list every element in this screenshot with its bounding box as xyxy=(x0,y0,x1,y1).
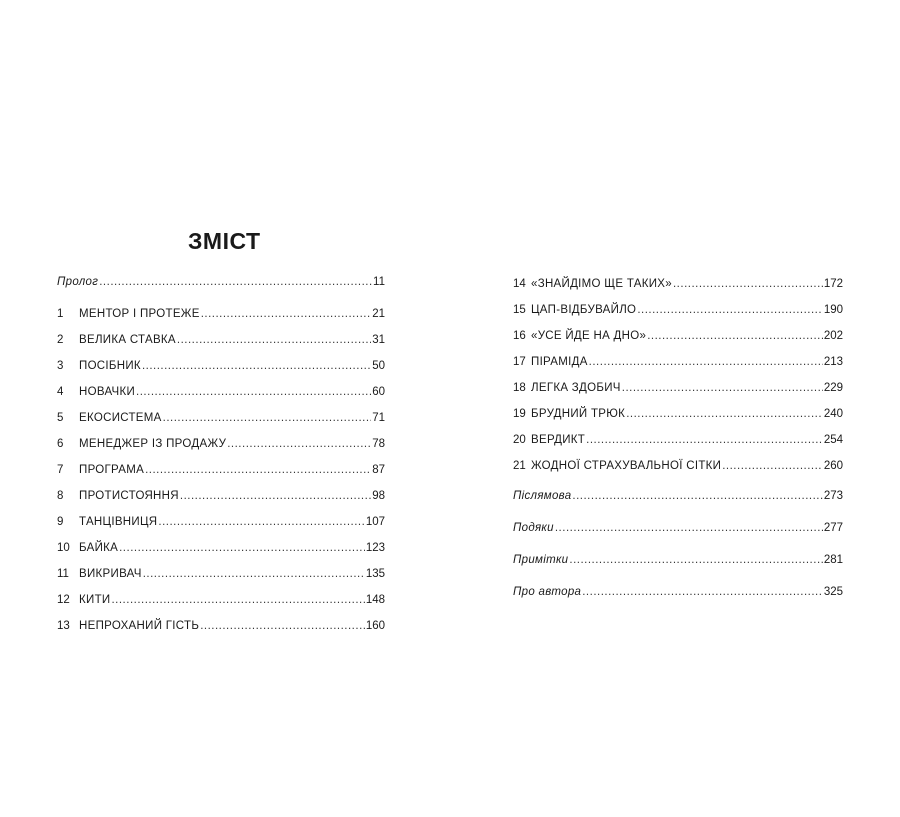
toc-chapter-title: НЕПРОХАНИЙ ГІСТЬ xyxy=(79,620,200,632)
toc-chapter-title: МЕНЕДЖЕР ІЗ ПРОДАЖУ xyxy=(79,438,227,450)
toc-page-number: 60 xyxy=(372,386,385,398)
toc-page-number: 21 xyxy=(372,308,385,320)
toc-page-number: 172 xyxy=(823,278,843,290)
toc-page-number: 281 xyxy=(823,554,843,566)
toc-chapter-number: 7 xyxy=(57,464,64,476)
toc-entry xyxy=(513,520,843,536)
toc-dot-leader xyxy=(722,458,823,474)
toc-chapter-title: ТАНЦІВНИЦЯ xyxy=(79,516,158,528)
toc-entry xyxy=(57,306,385,322)
toc-chapter-title: ЛЕГКА ЗДОБИЧ xyxy=(531,382,621,394)
toc-dot-leader xyxy=(143,566,365,582)
toc-entry xyxy=(513,584,843,600)
toc-entry xyxy=(57,274,385,290)
toc-dot-leader xyxy=(200,618,365,634)
toc-chapter-title: Подяки xyxy=(513,522,554,534)
toc-dot-leader xyxy=(569,552,822,568)
toc-chapter-number: 2 xyxy=(57,334,64,346)
toc-chapter-title: «ЗНАЙДІМО ЩЕ ТАКИХ» xyxy=(531,278,672,290)
toc-dot-leader xyxy=(99,274,372,290)
toc-entry xyxy=(513,380,843,396)
toc-entry xyxy=(57,540,385,556)
toc-entry xyxy=(513,552,843,568)
toc-entry xyxy=(513,302,843,318)
toc-chapter-title: ЖОДНОЇ СТРАХУВАЛЬНОЇ СІТКИ xyxy=(531,460,722,472)
toc-dot-leader xyxy=(119,540,365,556)
toc-chapter-title: ПРОГРАМА xyxy=(79,464,145,476)
toc-entry xyxy=(57,436,385,452)
toc-page-number: 123 xyxy=(365,542,385,554)
toc-chapter-number: 3 xyxy=(57,360,64,372)
toc-chapter-number: 6 xyxy=(57,438,64,450)
toc-page-number: 148 xyxy=(365,594,385,606)
toc-dot-leader xyxy=(227,436,371,452)
page-title: ЗМІСТ xyxy=(188,228,261,254)
toc-entry xyxy=(57,462,385,478)
toc-dot-leader xyxy=(201,306,372,322)
toc-dot-leader xyxy=(111,592,364,608)
toc-page-number: 277 xyxy=(823,522,843,534)
toc-dot-leader xyxy=(647,328,823,344)
toc-chapter-number: 8 xyxy=(57,490,64,502)
toc-chapter-title: Примітки xyxy=(513,554,569,566)
toc-entry xyxy=(57,566,385,582)
toc-chapter-number: 20 xyxy=(513,434,526,446)
toc-chapter-number: 1 xyxy=(57,308,64,320)
toc-dot-leader xyxy=(637,302,823,318)
toc-chapter-title: ЕКОСИСТЕМА xyxy=(79,412,162,424)
toc-entry xyxy=(57,410,385,426)
toc-page-number: 213 xyxy=(823,356,843,368)
toc-chapter-title: Післямова xyxy=(513,490,572,502)
toc-page-number: 11 xyxy=(373,276,385,288)
toc-page-number: 240 xyxy=(823,408,843,420)
toc-page-number: 273 xyxy=(823,490,843,502)
toc-dot-leader xyxy=(555,520,823,536)
toc-chapter-title: КИТИ xyxy=(79,594,111,606)
toc-dot-leader xyxy=(163,410,372,426)
toc-page-number: 260 xyxy=(823,460,843,472)
toc-entry xyxy=(57,592,385,608)
toc-dot-leader xyxy=(136,384,371,400)
toc-entry xyxy=(57,384,385,400)
toc-dot-leader xyxy=(145,462,371,478)
toc-entry xyxy=(513,354,843,370)
toc-chapter-number: 17 xyxy=(513,356,526,368)
toc-dot-leader xyxy=(582,584,823,600)
toc-chapter-title: БАЙКА xyxy=(79,542,119,554)
toc-page-number: 190 xyxy=(823,304,843,316)
toc-chapter-title: ПІРАМІДА xyxy=(531,356,588,368)
toc-dot-leader xyxy=(673,276,823,292)
toc-entry xyxy=(57,514,385,530)
toc-chapter-title: ВИКРИВАЧ xyxy=(79,568,142,580)
toc-dot-leader xyxy=(622,380,823,396)
toc-page-number: 31 xyxy=(372,334,385,346)
toc-entry xyxy=(57,332,385,348)
toc-chapter-number: 15 xyxy=(513,304,526,316)
toc-chapter-title: НОВАЧКИ xyxy=(79,386,136,398)
toc-chapter-title: ВЕРДИКТ xyxy=(531,434,586,446)
toc-page-number: 78 xyxy=(372,438,385,450)
toc-dot-leader xyxy=(180,488,371,504)
toc-dot-leader xyxy=(142,358,371,374)
toc-entry xyxy=(57,618,385,634)
toc-page-number: 71 xyxy=(372,412,385,424)
toc-page-number: 135 xyxy=(365,568,385,580)
toc-chapter-title: ПРОТИСТОЯННЯ xyxy=(79,490,179,502)
toc-entry xyxy=(513,458,843,474)
toc-chapter-number: 5 xyxy=(57,412,64,424)
toc-entry xyxy=(513,406,843,422)
toc-entry xyxy=(513,432,843,448)
toc-chapter-number: 13 xyxy=(57,620,70,632)
toc-chapter-number: 14 xyxy=(513,278,526,290)
toc-entry xyxy=(513,276,843,292)
toc-dot-leader xyxy=(158,514,364,530)
toc-chapter-title: БРУДНИЙ ТРЮК xyxy=(531,408,626,420)
toc-chapter-number: 18 xyxy=(513,382,526,394)
toc-chapter-number: 21 xyxy=(513,460,526,472)
toc-page-number: 202 xyxy=(823,330,843,342)
toc-entry xyxy=(57,488,385,504)
toc-chapter-title: Про автора xyxy=(513,586,582,598)
toc-entry xyxy=(513,488,843,504)
toc-chapter-number: 11 xyxy=(57,568,69,580)
toc-dot-leader xyxy=(572,488,822,504)
toc-chapter-title: МЕНТОР І ПРОТЕЖЕ xyxy=(79,308,200,320)
toc-dot-leader xyxy=(589,354,823,370)
toc-page-number: 160 xyxy=(365,620,385,632)
toc-page-number: 229 xyxy=(823,382,843,394)
toc-page-number: 107 xyxy=(365,516,385,528)
toc-chapter-title: «УСЕ ЙДЕ НА ДНО» xyxy=(531,330,647,342)
toc-dot-leader xyxy=(586,432,823,448)
toc-dot-leader xyxy=(177,332,371,348)
toc-page-number: 325 xyxy=(823,586,843,598)
toc-chapter-number: 10 xyxy=(57,542,70,554)
toc-page-number: 50 xyxy=(372,360,385,372)
toc-chapter-number: 16 xyxy=(513,330,526,342)
toc-page-number: 254 xyxy=(823,434,843,446)
toc-page-number: 98 xyxy=(372,490,385,502)
toc-chapter-title: ВЕЛИКА СТАВКА xyxy=(79,334,176,346)
toc-left-column xyxy=(57,274,385,634)
toc-chapter-number: 19 xyxy=(513,408,526,420)
toc-page-number: 87 xyxy=(372,464,385,476)
toc-chapter-title: Пролог xyxy=(57,276,99,288)
toc-entry xyxy=(513,328,843,344)
toc-chapter-number: 12 xyxy=(57,594,70,606)
toc-chapter-number: 4 xyxy=(57,386,64,398)
toc-dot-leader xyxy=(626,406,823,422)
toc-right-column xyxy=(513,276,843,606)
toc-chapter-title: ЦАП-ВІДБУВАЙЛО xyxy=(531,304,637,316)
toc-chapter-title: ПОСІБНИК xyxy=(79,360,141,372)
toc-entry xyxy=(57,358,385,374)
toc-chapter-number: 9 xyxy=(57,516,64,528)
